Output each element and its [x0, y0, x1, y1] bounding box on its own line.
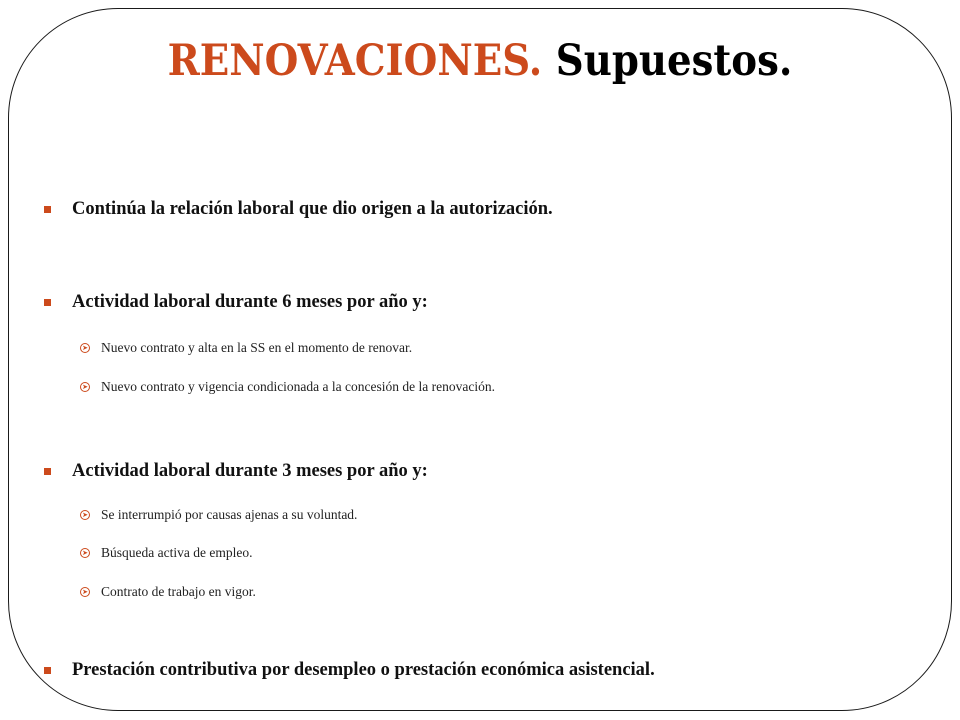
rounded-frame: [8, 8, 952, 711]
sub-bullet-item: [80, 340, 412, 356]
sub-bullet-text: Contrato de trabajo en vigor.: [101, 584, 256, 599]
circled-arrow-icon: ➤: [80, 548, 90, 558]
circled-arrow-icon: ➤: [80, 382, 90, 392]
sub-bullet-text: Se interrumpió por causas ajenas a su voluntad.: [101, 507, 358, 522]
bullet-text: Actividad laboral durante 6 meses por año y:: [72, 292, 428, 312]
square-bullet-icon: [44, 468, 51, 475]
title-accent: RENOVACIONES.: [167, 36, 543, 86]
sub-bullet-item: [80, 545, 252, 561]
bullet-text: Prestación contributiva por desempleo o prestación económica asistencial.: [72, 660, 655, 680]
square-bullet-icon: [44, 667, 51, 674]
square-bullet-icon: [44, 206, 51, 213]
circled-arrow-icon: ➤: [80, 343, 90, 353]
bullet-text: Actividad laboral durante 3 meses por año y:: [72, 461, 428, 481]
title-rest: Supuestos.: [542, 36, 793, 86]
slide-title: [48, 38, 912, 85]
circled-arrow-icon: ➤: [80, 587, 90, 597]
sub-bullet-text: Nuevo contrato y alta en la SS en el momento de renovar.: [101, 340, 413, 355]
sub-bullet-item: [80, 507, 357, 523]
sub-bullet-item: [80, 584, 256, 600]
bullet-item: [44, 199, 553, 220]
circled-arrow-icon: ➤: [80, 510, 90, 520]
sub-bullet-text: Nuevo contrato y vigencia condicionada a la concesión de la renovación.: [101, 379, 495, 394]
square-bullet-icon: [44, 299, 51, 306]
bullet-item: [44, 660, 655, 681]
sub-bullet-item: [80, 379, 495, 395]
bullet-item: [44, 461, 428, 482]
bullet-item: [44, 292, 428, 313]
sub-bullet-text: Búsqueda activa de empleo.: [101, 545, 253, 560]
bullet-text: Continúa la relación laboral que dio origen a la autorización.: [72, 199, 553, 219]
